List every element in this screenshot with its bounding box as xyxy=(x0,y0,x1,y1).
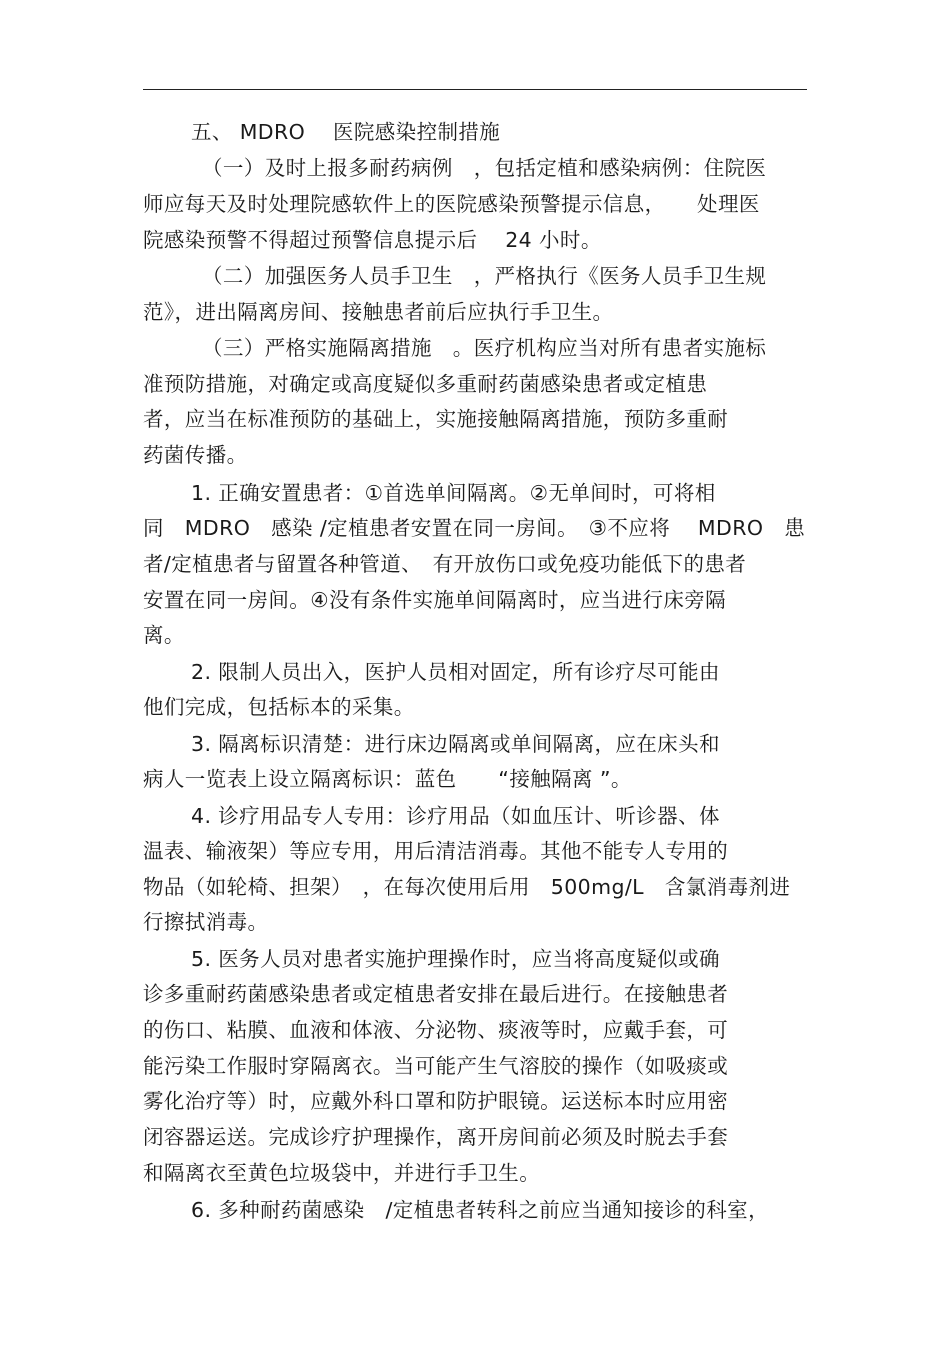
list-item-line: 病人一览表上设立隔离标识：蓝色 “接触隔离 ”。 xyxy=(143,767,632,791)
paragraph-line: 药菌传播。 xyxy=(143,443,248,467)
list-item-line: 2. 限制人员出入，医护人员相对固定，所有诊疗尽可能由 xyxy=(191,660,720,684)
header-rule xyxy=(143,89,807,90)
section-heading: 五、 MDRO 医院感染控制措施 xyxy=(191,120,501,144)
list-item-line: 雾化治疗等）时，应戴外科口罩和防护眼镜。运送标本时应用密 xyxy=(143,1089,729,1113)
list-item-line: 他们完成，包括标本的采集。 xyxy=(143,695,415,719)
list-item-line: 5. 医务人员对患者实施护理操作时，应当将高度疑似或确 xyxy=(191,947,720,971)
list-item-line: 闭容器运送。完成诊疗护理操作，离开房间前必须及时脱去手套 xyxy=(143,1125,729,1149)
paragraph-line: （一）及时上报多耐药病例 ，包括定植和感染病例：住院医 xyxy=(202,156,767,180)
list-item-line: 行擦拭消毒。 xyxy=(143,910,269,934)
paragraph-line: （三）严格实施隔离措施 。医疗机构应当对所有患者实施标 xyxy=(202,336,767,360)
list-item-line: 安置在同一房间。④没有条件实施单间隔离时，应当进行床旁隔 xyxy=(143,588,727,612)
paragraph-line: 范》，进出隔离房间、接触患者前后应执行手卫生。 xyxy=(143,300,614,324)
paragraph-line: （二）加强医务人员手卫生 ，严格执行《医务人员手卫生规 xyxy=(202,264,767,288)
list-item-line: 4. 诊疗用品专人专用：诊疗用品（如血压计、听诊器、体 xyxy=(191,804,720,828)
list-item-line: 诊多重耐药菌感染患者或定植患者安排在最后进行。在接触患者 xyxy=(143,982,729,1006)
list-item-line: 离。 xyxy=(143,623,185,647)
list-item-line: 同 MDRO 感染 /定植患者安置在同一房间。 ③不应将 MDRO 患 xyxy=(143,516,806,540)
list-item-line: 和隔离衣至黄色垃圾袋中，并进行手卫生。 xyxy=(143,1161,541,1185)
paragraph-line: 准预防措施，对确定或高度疑似多重耐药菌感染患者或定植患 xyxy=(143,372,708,396)
list-item-line: 者/定植患者与留置各种管道、 有开放伤口或免疫功能低下的患者 xyxy=(143,552,747,576)
paragraph-line: 者，应当在标准预防的基础上，实施接触隔离措施，预防多重耐 xyxy=(143,407,729,431)
list-item-line: 能污染工作服时穿隔离衣。当可能产生气溶胶的操作（如吸痰或 xyxy=(143,1054,729,1078)
list-item-line: 温表、输液架）等应专用，用后清洁消毒。其他不能专人专用的 xyxy=(143,839,729,863)
list-item-line: 的伤口、粘膜、血液和体液、分泌物、痰液等时，应戴手套，可 xyxy=(143,1018,729,1042)
list-item-line: 1. 正确安置患者：①首选单间隔离。②无单间时，可将相 xyxy=(191,481,716,505)
list-item-line: 3. 隔离标识清楚：进行床边隔离或单间隔离，应在床头和 xyxy=(191,732,720,756)
list-item-line: 物品（如轮椅、担架） ，在每次使用后用 500mg/L 含氯消毒剂进 xyxy=(143,875,791,899)
paragraph-line: 院感染预警不得超过预警信息提示后 24 小时。 xyxy=(143,228,602,252)
list-item-line: 6. 多种耐药菌感染 /定植患者转科之前应当通知接诊的科室， xyxy=(191,1198,769,1222)
paragraph-line: 师应每天及时处理院感软件上的医院感染预警提示信息， 处理医 xyxy=(143,192,760,216)
